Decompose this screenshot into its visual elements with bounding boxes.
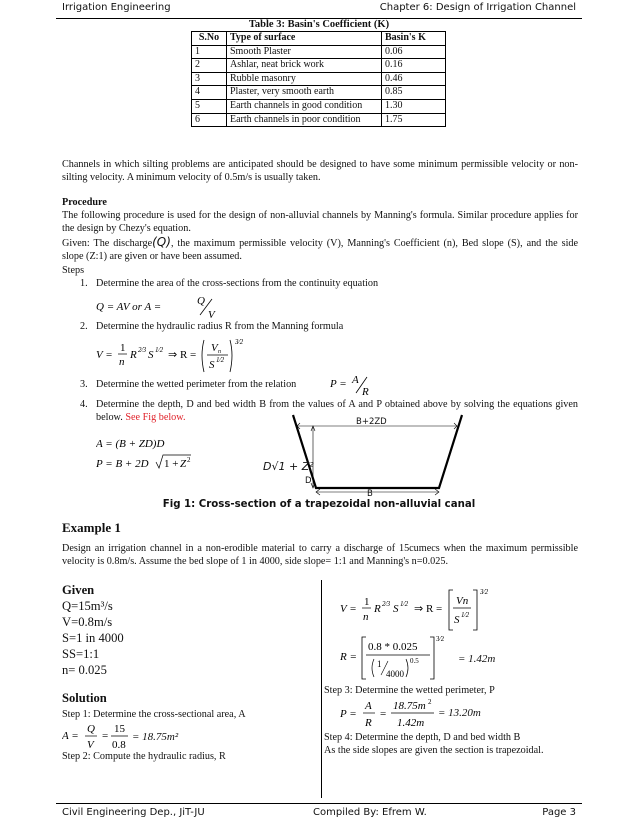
svg-text:1⁄2: 1⁄2 [400,600,409,608]
svg-text:3⁄2: 3⁄2 [436,635,445,643]
step-number: 1. [80,278,88,289]
given-text-b: , the maximum permissible velocity (V), Manning's Coefficient (n), Bed slope (S), and the side slope (Z:1) are given or have been assumed. [62,238,579,262]
bed-width-label: B [367,489,373,499]
svg-text:S: S [148,349,154,361]
svg-text:0.8: 0.8 [112,739,126,751]
figure-caption: Fig 1: Cross-section of a trapezoidal non-alluvial canal [162,499,476,510]
svg-text:1: 1 [377,659,382,669]
intro-paragraph: Channels in which silting problems are anticipated should be designed to have some minimum permissible velocity or non-silting velocity. A minimum velocity of 0.5m/s is usually taken. [62,159,578,183]
svg-text:⇒ R =: ⇒ R = [414,603,443,615]
perimeter-calculation [340,697,450,731]
table-cell: 0.16 [382,59,446,73]
steps-label: Steps [62,265,85,276]
svg-text:P =: P = [330,378,347,390]
svg-text:V: V [208,309,215,321]
procedure-paragraph: The following procedure is used for the design of non-alluvial channels by Manning's formula. Similar procedure applies for the design by Chezy's equation. [62,210,578,234]
solution-heading: Solution [62,691,107,705]
table-cell: Rubble masonry [227,72,382,86]
table-cell: 5 [192,99,227,113]
solution-step-3: Step 3: Determine the wetted perimeter, P [324,685,495,696]
step-number: 4. [80,399,88,410]
table-cell: 1 [192,45,227,59]
example-problem-text: Design an irrigation channel in a non-erodible material to carry a discharge of 15cumecs when the maximum permissible velocity is 0.8m/s. Assume the bed slope of 1 in 4000, side slope= 1:1 and Manning's n=0.025. [62,543,578,567]
top-width-label: B+2ZD [356,417,387,427]
svg-text:A: A [352,374,359,386]
step-number: 2. [80,321,88,332]
svg-text:A = (B + ZD)D: A = (B + ZD)D [96,438,165,450]
example-heading: Example 1 [62,520,121,535]
table-row [192,99,446,113]
svg-text:S: S [209,359,215,371]
given-velocity: V=0.8m/s [62,615,113,629]
given-text-a: Given: The discharge [62,238,153,249]
svg-text:A =: A = [62,730,79,742]
svg-text:=: = [102,730,109,742]
hydraulic-radius-calculation [340,633,455,683]
svg-text:0.5: 0.5 [410,657,419,665]
manning-rearranged-equation [340,582,520,634]
procedure-heading: Procedure [62,197,107,208]
table-cell: Plaster, very smooth earth [227,86,382,100]
table-cell: Earth channels in good condition [227,99,382,113]
given-side-slope: SS=1:1 [62,647,100,661]
area-result: = 18.75m² [132,731,179,743]
perimeter-relation [330,372,380,398]
svg-text:R: R [374,603,381,615]
table-row [192,86,446,100]
solution-step-4: Step 4: Determine the depth, D and bed width B [324,732,521,743]
footer-page-number: Page 3 [542,807,576,818]
table-header-cell: Type of surface [227,32,382,46]
continuity-equation [96,291,236,323]
svg-text:n: n [119,356,125,368]
hydraulic-radius-result: = 1.42m [458,653,496,665]
table-cell: 6 [192,113,227,127]
table-cell: 3 [192,72,227,86]
given-manning-n: n= 0.025 [62,663,107,677]
column-divider [321,580,322,798]
table-header-cell: Basin's K [382,32,446,46]
table-caption: Table 3: Basin's Coefficient (K) [248,19,390,30]
svg-text:1⁄2: 1⁄2 [155,346,164,354]
table-cell: Smooth Plaster [227,45,382,59]
svg-text:2: 2 [428,698,432,706]
svg-text:18.75m: 18.75m [393,700,426,712]
step-number: 3. [80,379,88,390]
step-1-text: Determine the area of the cross-sections from the continuity equation [96,278,379,289]
svg-text:2⁄3: 2⁄3 [138,346,147,354]
table-row [192,113,446,127]
svg-text:R: R [362,386,369,398]
table-row [192,59,446,73]
svg-text:P = B + 2D: P = B + 2D [96,458,149,470]
header-title: Irrigation Engineering [62,2,171,13]
given-heading: Given [62,583,95,597]
table-cell: 1.75 [382,113,446,127]
step-2-text: Determine the hydraulic radius R from the Manning formula [96,321,344,332]
svg-text:2: 2 [187,456,191,464]
svg-text:n: n [218,349,221,355]
svg-text:1: 1 [364,596,370,608]
svg-text:1.42m: 1.42m [397,717,425,729]
table-cell: 0.06 [382,45,446,59]
svg-text:S: S [393,603,399,615]
svg-text:0.8 * 0.025: 0.8 * 0.025 [368,641,418,653]
trapezoidal-note: As the side slopes are given the section is trapezoidal. [324,745,544,756]
table-cell: Earth channels in poor condition [227,113,382,127]
svg-text:1⁄2: 1⁄2 [461,611,470,619]
table-cell: 2 [192,59,227,73]
table-cell: 0.85 [382,86,446,100]
table-cell: 0.46 [382,72,446,86]
step-3-text: Determine the wetted perimeter from the relation [96,379,297,390]
given-paragraph [62,236,578,263]
discharge-symbol: (Q) [152,235,171,249]
svg-text:n: n [363,611,369,623]
footer-author: Compiled By: Efrem W. [313,807,427,818]
svg-text:V: V [87,739,94,751]
svg-text:=: = [380,708,387,720]
step-3 [80,378,578,391]
svg-text:R: R [130,349,137,361]
svg-text:Q: Q [87,723,95,735]
svg-text:2⁄3: 2⁄3 [382,600,391,608]
table-header-row [192,32,446,46]
manning-equation [96,332,266,378]
svg-text:Z: Z [180,458,187,470]
svg-text:⇒ R =: ⇒ R = [168,349,197,361]
svg-text:Q: Q [197,295,205,307]
svg-text:1: 1 [120,342,126,354]
svg-text:V =: V = [340,603,357,615]
svg-text:Vn: Vn [456,595,469,607]
svg-text:4000: 4000 [386,669,404,679]
svg-text:R: R [365,717,372,729]
depth-label: D [305,476,312,486]
solution-step-1: Step 1: Determine the cross-sectional area, A [62,709,246,720]
svg-text:A: A [365,700,372,712]
svg-text:S: S [454,614,460,626]
perimeter-result: = 13.20m [438,707,481,719]
solution-step-2: Step 2: Compute the hydraulic radius, R [62,751,226,762]
table-cell: Ashlar, neat brick work [227,59,382,73]
step-4-text-a: Determine the depth, D and bed width B from the values of A and P obtained above by solving the equations given below. [96,399,578,423]
svg-text:Q = AV or A =: Q = AV or A = [96,301,162,313]
header-chapter: Chapter 6: Design of Irrigation Channel [379,2,576,13]
table-row [192,72,446,86]
svg-text:P =: P = [340,708,357,720]
table-cell: 4 [192,86,227,100]
step-1 [80,277,578,290]
svg-text:1⁄2: 1⁄2 [216,356,225,364]
given-slope: S=1 in 4000 [62,631,124,645]
figure-reference-link[interactable]: See Fig below. [125,412,186,423]
svg-text:R =: R = [340,651,357,663]
given-discharge: Q=15m³/s [62,599,113,613]
svg-text:V: V [211,342,218,354]
coefficient-table [191,31,446,127]
svg-text:3⁄2: 3⁄2 [235,338,244,346]
table-header-cell: S.No [192,32,227,46]
side-length-label: D√1 + Z² [263,460,314,473]
table-cell: 1.30 [382,99,446,113]
footer-divider [56,803,582,804]
svg-text:1 +: 1 + [164,458,179,470]
table-row [192,45,446,59]
area-perimeter-equations [96,435,226,473]
footer-department: Civil Engineering Dep., JiT-JU [62,807,205,818]
svg-text:15: 15 [114,723,125,735]
svg-text:V =: V = [96,349,113,361]
svg-text:3⁄2: 3⁄2 [480,588,489,596]
